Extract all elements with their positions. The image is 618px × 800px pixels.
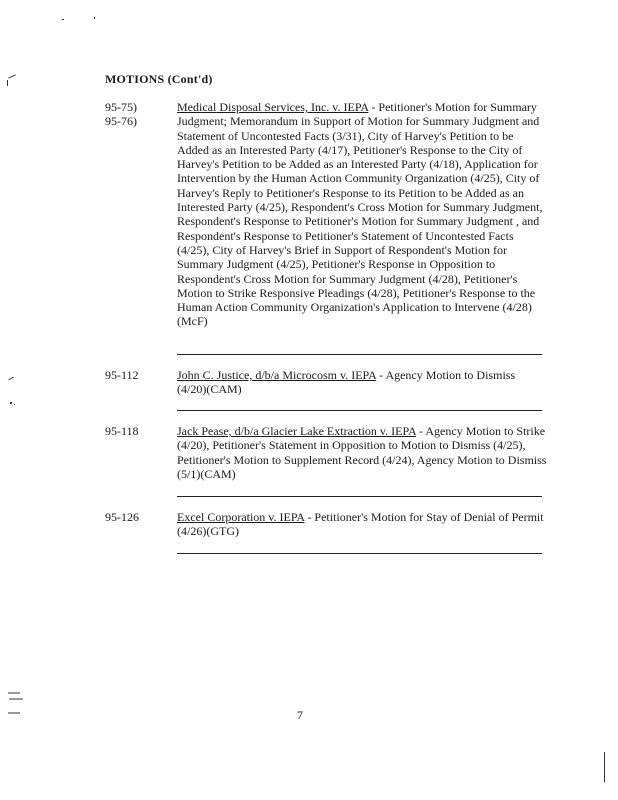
- scan-speck: [10, 402, 12, 404]
- separator-rule: [177, 354, 542, 355]
- scan-speck: [9, 698, 23, 700]
- docket-number: 95-126: [105, 510, 139, 524]
- scan-speck: [8, 377, 14, 381]
- entry-text: [177, 510, 547, 539]
- entry-text: [177, 424, 547, 481]
- docket-number: 95-112: [105, 368, 139, 382]
- entry-description: - Agency Motion to Strike (4/20), Petitioner's Statement in Opposition to Motion to Dismiss (4/25), Petitioner's Motion to Supplement Record (4/24), Agency Motion to Dismiss (5/1)(CAM): [177, 424, 547, 481]
- scan-speck: [14, 404, 15, 405]
- case-name: Jack Pease, d/b/a Glacier Lake Extraction v. IEPA: [177, 424, 417, 438]
- entry-text: [177, 100, 547, 329]
- separator-rule: [177, 410, 542, 411]
- case-name: Excel Corporation v. IEPA: [177, 510, 305, 524]
- scan-speck: [94, 17, 95, 19]
- scan-speck: [8, 692, 20, 694]
- scan-speck: [8, 74, 16, 78]
- entry-description: - Agency Motion to Dismiss (4/20)(CAM): [177, 368, 516, 397]
- entry-description: - Petitioner's Motion for Stay of Denial of Permit (4/26)(GTG): [177, 510, 544, 539]
- separator-rule: [177, 496, 542, 497]
- scan-speck: [604, 752, 605, 782]
- docket-number: 95-75) 95-76): [105, 100, 137, 129]
- page-number: 7: [297, 708, 303, 722]
- case-name: John C. Justice, d/b/a Microcosm v. IEPA: [177, 368, 377, 382]
- scan-speck: [7, 80, 8, 86]
- scan-speck: [8, 712, 20, 714]
- entry-description: - Petitioner's Motion for Summary Judgment; Memorandum in Support of Motion for Summary Judgment and Statement of Uncontested Facts (3/31), City of Harvey's Petition to be Added as an Interested Party (4/17), Petitioner's Response to the City of Harvey's Petition to be Added as an Interested Party (4/18), Application for Intervention by the Human Action Community Organization (4/25), City of Harvey's Reply to Petitioner's Response to its Petition to be Added as an Interested Party (4/25), Respondent's Cross Motion for Summary Judgment, Respondent's Response to Petitioner's Motion for Summary Judgment , and Respondent's Response to Petitioner's Statement of Uncontested Facts (4/25), City of Harvey's Brief in Support of Respondent's Motion for Summary Judgment (4/25), Petitioner's Response in Opposition to Respondent's Cross Motion for Summary Judgment (4/28), Petitioner's Motion to Strike Responsive Pleadings (4/28), Petitioner's Response to the Human Action Community Organization's Application to Intervene (4/28)(McF): [177, 100, 543, 329]
- docket-number: 95-118: [105, 424, 139, 438]
- separator-rule: [177, 553, 542, 554]
- entry-text: [177, 368, 547, 397]
- section-heading: MOTIONS (Cont'd): [105, 72, 213, 86]
- case-name: Medical Disposal Services, Inc. v. IEPA: [177, 100, 369, 114]
- scan-speck: [62, 19, 64, 20]
